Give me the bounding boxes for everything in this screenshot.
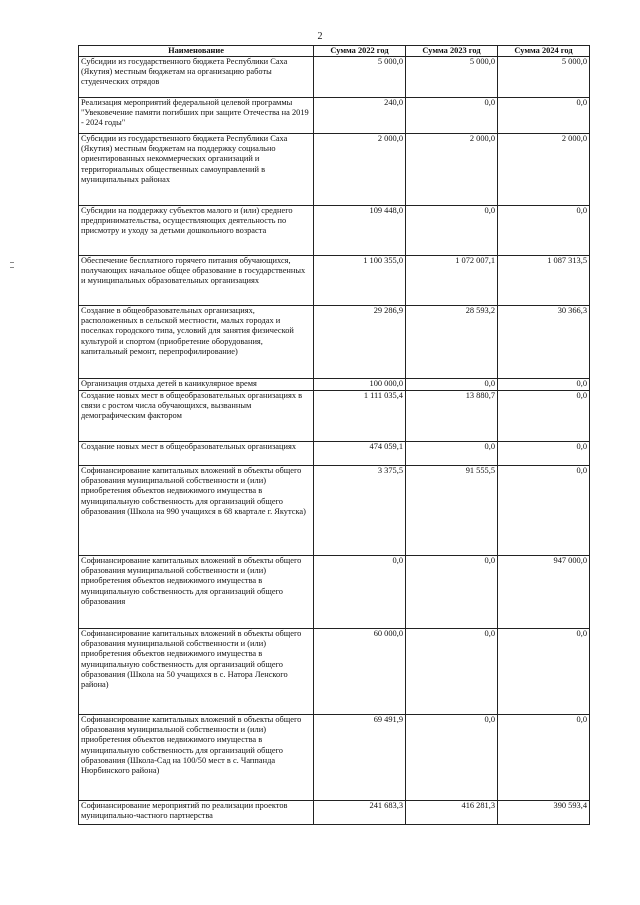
row-value-2024: 30 366,3 <box>498 306 590 379</box>
row-value-2023: 13 880,7 <box>406 391 498 442</box>
row-name: Субсидии из государственного бюджета Республики Саха (Якутия) местным бюджетам на поддержку социально ориентированных некоммерческих организаций и территориальных общественных самоуправлений в муниципальных районах <box>79 134 314 206</box>
row-value-2024: 0,0 <box>498 715 590 801</box>
table-row <box>79 801 590 825</box>
row-value-2024: 0,0 <box>498 98 590 134</box>
table-row <box>79 391 590 442</box>
row-value-2023: 91 555,5 <box>406 466 498 556</box>
row-value-2024: 0,0 <box>498 379 590 391</box>
row-value-2023: 1 072 007,1 <box>406 256 498 306</box>
header-2022: Сумма 2022 год <box>314 46 406 57</box>
table-row <box>79 556 590 629</box>
page-number: 2 <box>317 31 323 42</box>
row-value-2024: 0,0 <box>498 206 590 256</box>
row-value-2022: 0,0 <box>314 556 406 629</box>
row-value-2023: 0,0 <box>406 629 498 715</box>
row-name: Софинансирование капитальных вложений в объекты общего образования муниципальной собственности и (или) приобретения объектов недвижимого имущества в муниципальную собственность для организаций общего образования <box>79 556 314 629</box>
table-row <box>79 134 590 206</box>
table-row <box>79 57 590 98</box>
row-value-2024: 1 087 313,5 <box>498 256 590 306</box>
row-value-2024: 2 000,0 <box>498 134 590 206</box>
row-name: Создание новых мест в общеобразовательных организациях в связи с ростом числа обучающихся, вызванным демографическим фактором <box>79 391 314 442</box>
row-value-2022: 241 683,3 <box>314 801 406 825</box>
table-header-row <box>79 46 590 57</box>
row-value-2024: 0,0 <box>498 629 590 715</box>
table-row <box>79 715 590 801</box>
row-value-2023: 0,0 <box>406 442 498 466</box>
header-2023: Сумма 2023 год <box>406 46 498 57</box>
row-name: Создание новых мест в общеобразовательных организациях <box>79 442 314 466</box>
row-value-2022: 3 375,5 <box>314 466 406 556</box>
scan-artifact <box>10 262 14 263</box>
row-value-2022: 1 100 355,0 <box>314 256 406 306</box>
row-value-2022: 2 000,0 <box>314 134 406 206</box>
row-value-2023: 0,0 <box>406 206 498 256</box>
row-value-2022: 100 000,0 <box>314 379 406 391</box>
row-value-2024: 947 000,0 <box>498 556 590 629</box>
scan-artifact <box>10 267 14 268</box>
row-value-2022: 1 111 035,4 <box>314 391 406 442</box>
table-row <box>79 442 590 466</box>
row-name: Софинансирование капитальных вложений в объекты общего образования муниципальной собственности и (или) приобретения объектов недвижимого имущества в муниципальную собственность для организаций общего образования (Школа-Сад на 100/50 мест в с. Чаппанда Нюрбинского района) <box>79 715 314 801</box>
row-name: Субсидии на поддержку субъектов малого и (или) среднего предпринимательства, осуществляющих деятельность по присмотру и уходу за детьми дошкольного возраста <box>79 206 314 256</box>
row-value-2022: 60 000,0 <box>314 629 406 715</box>
row-value-2022: 29 286,9 <box>314 306 406 379</box>
row-name: Софинансирование капитальных вложений в объекты общего образования муниципальной собственности и (или) приобретения объектов недвижимого имущества в муниципальную собственность для организаций общего образования (Школа на 990 учащихся в 68 квартале г. Якутска) <box>79 466 314 556</box>
row-value-2022: 5 000,0 <box>314 57 406 98</box>
row-value-2022: 474 059,1 <box>314 442 406 466</box>
row-value-2023: 28 593,2 <box>406 306 498 379</box>
row-value-2022: 109 448,0 <box>314 206 406 256</box>
row-name: Создание в общеобразовательных организациях, расположенных в сельской местности, малых городах и поселках городского типа, условий для занятия физической культурой и спортом (приобретение оборудования, капитальный ремонт, перепрофилирование) <box>79 306 314 379</box>
row-value-2024: 0,0 <box>498 466 590 556</box>
table-row <box>79 379 590 391</box>
row-value-2022: 69 491,9 <box>314 715 406 801</box>
row-value-2023: 0,0 <box>406 556 498 629</box>
row-name: Реализация мероприятий федеральной целевой программы "Увековечение памяти погибших при защите Отечества на 2019 - 2024 годы" <box>79 98 314 134</box>
row-name: Софинансирование капитальных вложений в объекты общего образования муниципальной собственности и (или) приобретения объектов недвижимого имущества в муниципальную собственность для организаций общего образования (Школа на 50 учащихся в с. Натора Ленского района) <box>79 629 314 715</box>
table-row <box>79 98 590 134</box>
row-name: Субсидии из государственного бюджета Республики Саха (Якутия) местным бюджетам на организацию работы студенческих отрядов <box>79 57 314 98</box>
row-name: Организация отдыха детей в каникулярное время <box>79 379 314 391</box>
table-row <box>79 629 590 715</box>
row-name: Софинансирование мероприятий по реализации проектов муниципально-частного партнерства <box>79 801 314 825</box>
budget-table <box>78 45 590 825</box>
row-value-2022: 240,0 <box>314 98 406 134</box>
row-value-2023: 0,0 <box>406 715 498 801</box>
table-row <box>79 466 590 556</box>
row-value-2023: 5 000,0 <box>406 57 498 98</box>
row-value-2023: 0,0 <box>406 98 498 134</box>
row-value-2023: 416 281,3 <box>406 801 498 825</box>
table-row <box>79 206 590 256</box>
row-value-2024: 0,0 <box>498 442 590 466</box>
row-value-2024: 390 593,4 <box>498 801 590 825</box>
table-row <box>79 256 590 306</box>
row-value-2024: 0,0 <box>498 391 590 442</box>
header-name: Наименование <box>79 46 314 57</box>
row-value-2023: 0,0 <box>406 379 498 391</box>
row-value-2024: 5 000,0 <box>498 57 590 98</box>
table-row <box>79 306 590 379</box>
row-name: Обеспечение бесплатного горячего питания обучающихся, получающих начальное общее образование в государственных и муниципальных образовательных организациях <box>79 256 314 306</box>
row-value-2023: 2 000,0 <box>406 134 498 206</box>
header-2024: Сумма 2024 год <box>498 46 590 57</box>
